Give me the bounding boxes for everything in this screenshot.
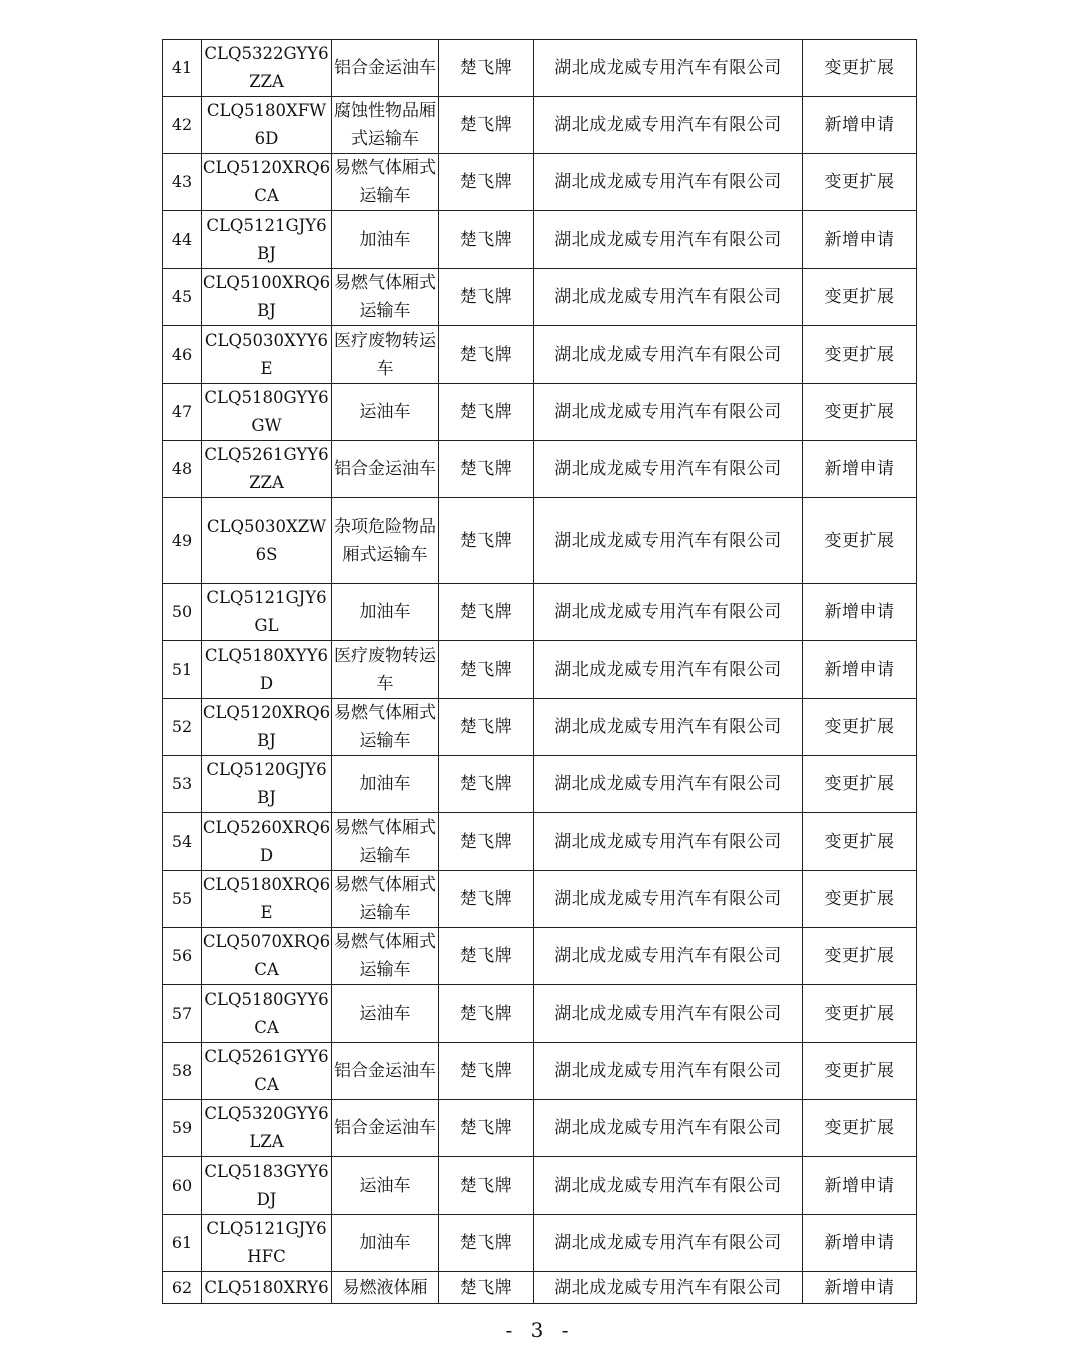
row-number-cell: 56 xyxy=(163,928,202,985)
table-row xyxy=(163,326,917,384)
brand-cell: 楚飞牌 xyxy=(439,269,534,326)
row-number-cell: 52 xyxy=(163,699,202,756)
row-number-cell: 60 xyxy=(163,1157,202,1215)
row-number-cell: 57 xyxy=(163,985,202,1043)
vehicle-name-cell: 易燃气体厢式运输车 xyxy=(332,699,439,756)
row-number-cell: 41 xyxy=(163,40,202,97)
model-cell: CLQ5180XFW6D xyxy=(202,97,332,154)
vehicle-name-cell: 易燃气体厢式运输车 xyxy=(332,269,439,326)
vehicle-name-cell: 杂项危险物品厢式运输车 xyxy=(332,498,439,584)
application-type-cell: 变更扩展 xyxy=(803,813,917,871)
model-cell: CLQ5180XRY6 xyxy=(202,1272,332,1304)
manufacturer-cell: 湖北成龙威专用汽车有限公司 xyxy=(534,1043,803,1100)
table-row xyxy=(163,154,917,211)
model-cell: CLQ5100XRQ6BJ xyxy=(202,269,332,326)
vehicle-name-cell: 易燃液体厢 xyxy=(332,1272,439,1304)
application-type-cell: 变更扩展 xyxy=(803,871,917,928)
table-row xyxy=(163,441,917,498)
vehicle-name-cell: 运油车 xyxy=(332,384,439,441)
table-row xyxy=(163,384,917,441)
model-cell: CLQ5120XRQ6CA xyxy=(202,154,332,211)
row-number-cell: 51 xyxy=(163,641,202,699)
application-type-cell: 新增申请 xyxy=(803,1157,917,1215)
manufacturer-cell: 湖北成龙威专用汽车有限公司 xyxy=(534,498,803,584)
application-type-cell: 变更扩展 xyxy=(803,384,917,441)
table-row xyxy=(163,1157,917,1215)
brand-cell: 楚飞牌 xyxy=(439,985,534,1043)
table-row xyxy=(163,756,917,813)
manufacturer-cell: 湖北成龙威专用汽车有限公司 xyxy=(534,756,803,813)
table-row xyxy=(163,813,917,871)
table-row xyxy=(163,584,917,641)
application-type-cell: 新增申请 xyxy=(803,211,917,269)
model-cell: CLQ5070XRQ6CA xyxy=(202,928,332,985)
application-type-cell: 变更扩展 xyxy=(803,326,917,384)
model-cell: CLQ5030XYY6E xyxy=(202,326,332,384)
model-cell: CLQ5030XZW6S xyxy=(202,498,332,584)
application-type-cell: 新增申请 xyxy=(803,641,917,699)
application-type-cell: 变更扩展 xyxy=(803,985,917,1043)
manufacturer-cell: 湖北成龙威专用汽车有限公司 xyxy=(534,97,803,154)
manufacturer-cell: 湖北成龙威专用汽车有限公司 xyxy=(534,211,803,269)
model-cell: CLQ5120XRQ6BJ xyxy=(202,699,332,756)
model-cell: CLQ5120GJY6BJ xyxy=(202,756,332,813)
row-number-cell: 48 xyxy=(163,441,202,498)
table-row xyxy=(163,1272,917,1304)
manufacturer-cell: 湖北成龙威专用汽车有限公司 xyxy=(534,384,803,441)
application-type-cell: 新增申请 xyxy=(803,441,917,498)
vehicle-name-cell: 加油车 xyxy=(332,1215,439,1272)
vehicle-name-cell: 医疗废物转运车 xyxy=(332,641,439,699)
vehicle-name-cell: 加油车 xyxy=(332,584,439,641)
table-row xyxy=(163,699,917,756)
application-type-cell: 变更扩展 xyxy=(803,154,917,211)
table-row xyxy=(163,985,917,1043)
application-type-cell: 变更扩展 xyxy=(803,756,917,813)
model-cell: CLQ5180GYY6GW xyxy=(202,384,332,441)
row-number-cell: 62 xyxy=(163,1272,202,1304)
manufacturer-cell: 湖北成龙威专用汽车有限公司 xyxy=(534,641,803,699)
brand-cell: 楚飞牌 xyxy=(439,641,534,699)
table-row xyxy=(163,1215,917,1272)
row-number-cell: 49 xyxy=(163,498,202,584)
manufacturer-cell: 湖北成龙威专用汽车有限公司 xyxy=(534,985,803,1043)
brand-cell: 楚飞牌 xyxy=(439,584,534,641)
application-type-cell: 新增申请 xyxy=(803,97,917,154)
row-number-cell: 58 xyxy=(163,1043,202,1100)
manufacturer-cell: 湖北成龙威专用汽车有限公司 xyxy=(534,1157,803,1215)
table-row xyxy=(163,269,917,326)
model-cell: CLQ5260XRQ6D xyxy=(202,813,332,871)
brand-cell: 楚飞牌 xyxy=(439,699,534,756)
manufacturer-cell: 湖北成龙威专用汽车有限公司 xyxy=(534,40,803,97)
table-row xyxy=(163,211,917,269)
vehicle-name-cell: 铝合金运油车 xyxy=(332,40,439,97)
vehicle-name-cell: 易燃气体厢式运输车 xyxy=(332,813,439,871)
brand-cell: 楚飞牌 xyxy=(439,1272,534,1304)
row-number-cell: 47 xyxy=(163,384,202,441)
row-number-cell: 53 xyxy=(163,756,202,813)
row-number-cell: 44 xyxy=(163,211,202,269)
table-row xyxy=(163,40,917,97)
brand-cell: 楚飞牌 xyxy=(439,40,534,97)
row-number-cell: 42 xyxy=(163,97,202,154)
page-number: - 3 - xyxy=(505,1318,575,1342)
table-row xyxy=(163,871,917,928)
manufacturer-cell: 湖北成龙威专用汽车有限公司 xyxy=(534,928,803,985)
brand-cell: 楚飞牌 xyxy=(439,154,534,211)
manufacturer-cell: 湖北成龙威专用汽车有限公司 xyxy=(534,813,803,871)
table-row xyxy=(163,97,917,154)
vehicle-name-cell: 易燃气体厢式运输车 xyxy=(332,871,439,928)
manufacturer-cell: 湖北成龙威专用汽车有限公司 xyxy=(534,699,803,756)
application-type-cell: 变更扩展 xyxy=(803,699,917,756)
row-number-cell: 46 xyxy=(163,326,202,384)
application-type-cell: 变更扩展 xyxy=(803,928,917,985)
table-body xyxy=(163,40,917,1304)
vehicle-name-cell: 铝合金运油车 xyxy=(332,441,439,498)
row-number-cell: 59 xyxy=(163,1100,202,1157)
application-type-cell: 变更扩展 xyxy=(803,269,917,326)
model-cell: CLQ5261GYY6CA xyxy=(202,1043,332,1100)
brand-cell: 楚飞牌 xyxy=(439,813,534,871)
table-row xyxy=(163,928,917,985)
manufacturer-cell: 湖北成龙威专用汽车有限公司 xyxy=(534,154,803,211)
row-number-cell: 43 xyxy=(163,154,202,211)
table-row xyxy=(163,498,917,584)
row-number-cell: 54 xyxy=(163,813,202,871)
row-number-cell: 50 xyxy=(163,584,202,641)
model-cell: CLQ5180GYY6CA xyxy=(202,985,332,1043)
application-type-cell: 新增申请 xyxy=(803,1215,917,1272)
vehicle-name-cell: 易燃气体厢式运输车 xyxy=(332,154,439,211)
brand-cell: 楚飞牌 xyxy=(439,756,534,813)
brand-cell: 楚飞牌 xyxy=(439,326,534,384)
vehicle-name-cell: 医疗废物转运车 xyxy=(332,326,439,384)
vehicle-name-cell: 腐蚀性物品厢式运输车 xyxy=(332,97,439,154)
vehicle-name-cell: 易燃气体厢式运输车 xyxy=(332,928,439,985)
brand-cell: 楚飞牌 xyxy=(439,1100,534,1157)
table-row xyxy=(163,1043,917,1100)
manufacturer-cell: 湖北成龙威专用汽车有限公司 xyxy=(534,1100,803,1157)
model-cell: CLQ5180XRQ6E xyxy=(202,871,332,928)
vehicle-name-cell: 运油车 xyxy=(332,1157,439,1215)
table-row xyxy=(163,641,917,699)
row-number-cell: 55 xyxy=(163,871,202,928)
application-type-cell: 新增申请 xyxy=(803,1272,917,1304)
table-row xyxy=(163,1100,917,1157)
model-cell: CLQ5121GJY6GL xyxy=(202,584,332,641)
brand-cell: 楚飞牌 xyxy=(439,384,534,441)
brand-cell: 楚飞牌 xyxy=(439,97,534,154)
model-cell: CLQ5180XYY6D xyxy=(202,641,332,699)
brand-cell: 楚飞牌 xyxy=(439,441,534,498)
brand-cell: 楚飞牌 xyxy=(439,928,534,985)
vehicle-name-cell: 加油车 xyxy=(332,211,439,269)
brand-cell: 楚飞牌 xyxy=(439,498,534,584)
vehicle-name-cell: 铝合金运油车 xyxy=(332,1100,439,1157)
model-cell: CLQ5322GYY6ZZA xyxy=(202,40,332,97)
model-cell: CLQ5320GYY6LZA xyxy=(202,1100,332,1157)
vehicle-table xyxy=(162,39,917,1304)
vehicle-name-cell: 加油车 xyxy=(332,756,439,813)
brand-cell: 楚飞牌 xyxy=(439,1043,534,1100)
vehicle-name-cell: 运油车 xyxy=(332,985,439,1043)
brand-cell: 楚飞牌 xyxy=(439,1215,534,1272)
brand-cell: 楚飞牌 xyxy=(439,1157,534,1215)
application-type-cell: 变更扩展 xyxy=(803,1043,917,1100)
vehicle-name-cell: 铝合金运油车 xyxy=(332,1043,439,1100)
model-cell: CLQ5121GJY6BJ xyxy=(202,211,332,269)
row-number-cell: 45 xyxy=(163,269,202,326)
application-type-cell: 新增申请 xyxy=(803,584,917,641)
manufacturer-cell: 湖北成龙威专用汽车有限公司 xyxy=(534,584,803,641)
manufacturer-cell: 湖北成龙威专用汽车有限公司 xyxy=(534,871,803,928)
application-type-cell: 变更扩展 xyxy=(803,1100,917,1157)
model-cell: CLQ5183GYY6DJ xyxy=(202,1157,332,1215)
brand-cell: 楚飞牌 xyxy=(439,211,534,269)
manufacturer-cell: 湖北成龙威专用汽车有限公司 xyxy=(534,1215,803,1272)
application-type-cell: 变更扩展 xyxy=(803,498,917,584)
manufacturer-cell: 湖北成龙威专用汽车有限公司 xyxy=(534,269,803,326)
application-type-cell: 变更扩展 xyxy=(803,40,917,97)
manufacturer-cell: 湖北成龙威专用汽车有限公司 xyxy=(534,1272,803,1304)
brand-cell: 楚飞牌 xyxy=(439,871,534,928)
manufacturer-cell: 湖北成龙威专用汽车有限公司 xyxy=(534,326,803,384)
model-cell: CLQ5261GYY6ZZA xyxy=(202,441,332,498)
row-number-cell: 61 xyxy=(163,1215,202,1272)
model-cell: CLQ5121GJY6HFC xyxy=(202,1215,332,1272)
manufacturer-cell: 湖北成龙威专用汽车有限公司 xyxy=(534,441,803,498)
